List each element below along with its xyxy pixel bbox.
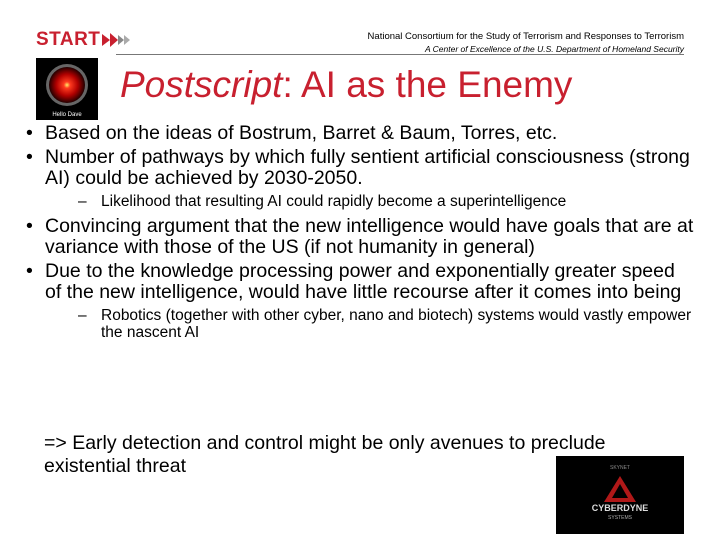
bullet-text: Due to the knowledge processing power and exponentially greater speed of the new intelligence, would have little recourse after it comes into being [45, 260, 682, 303]
bullet-text: Number of pathways by which fully sentient artificial consciousness (strong AI) could be achieved by 2030-2050. [45, 146, 690, 189]
cyberdyne-name-text: CYBERDYNE [591, 503, 649, 513]
bullet-item [26, 216, 696, 258]
sub-bullet-item [26, 193, 696, 210]
title-emphasis: Postscript [120, 64, 283, 105]
hal-eye-icon [36, 58, 98, 120]
cyberdyne-sub-text: SYSTEMS [608, 515, 632, 521]
org-subtitle: A Center of Excellence of the U.S. Department of Homeland Security [424, 44, 684, 54]
sub-bullet-item [26, 307, 696, 341]
bullet-item [26, 123, 696, 144]
logo-text: START [36, 29, 101, 50]
cyberdyne-logo-icon [556, 456, 684, 534]
org-header [368, 31, 684, 55]
bullet-dot-icon: • [26, 122, 33, 144]
header-divider [116, 54, 684, 55]
dash-icon: – [78, 307, 87, 324]
org-name: National Consortium for the Study of Terrorism and Responses to Terrorism [367, 31, 684, 42]
bullet-dot-icon: • [26, 260, 33, 282]
sub-bullet-text: Robotics (together with other cyber, nano and biotech) systems would vastly empower the nascent AI [101, 307, 692, 341]
cyberdyne-top-text: SKYNET [609, 465, 631, 471]
bullet-item [26, 147, 696, 189]
bullet-dot-icon: • [26, 215, 33, 237]
logo-arrows-icon [102, 32, 138, 48]
dash-icon: – [78, 193, 87, 210]
bullet-text: Convincing argument that the new intelligence would have goals that are at variance with those of the US (if not humanity in general) [45, 215, 694, 258]
title-rest: : AI as the Enemy [282, 64, 573, 105]
start-logo [36, 30, 138, 49]
slide-title [120, 62, 572, 108]
bullet-dot-icon: • [26, 146, 33, 168]
hal-caption: Hello Dave [52, 112, 82, 118]
cyberdyne-image [556, 456, 684, 534]
bullet-text: Based on the ideas of Bostrum, Barret & Baum, Torres, etc. [45, 122, 558, 144]
conclusion-text: => Early detection and control might be only avenues to preclude existential threat [44, 432, 606, 477]
bullet-list [26, 123, 696, 347]
sub-bullet-text: Likelihood that resulting AI could rapidly become a superintelligence [101, 193, 567, 210]
bullet-item [26, 261, 696, 303]
hal-image [36, 58, 98, 120]
